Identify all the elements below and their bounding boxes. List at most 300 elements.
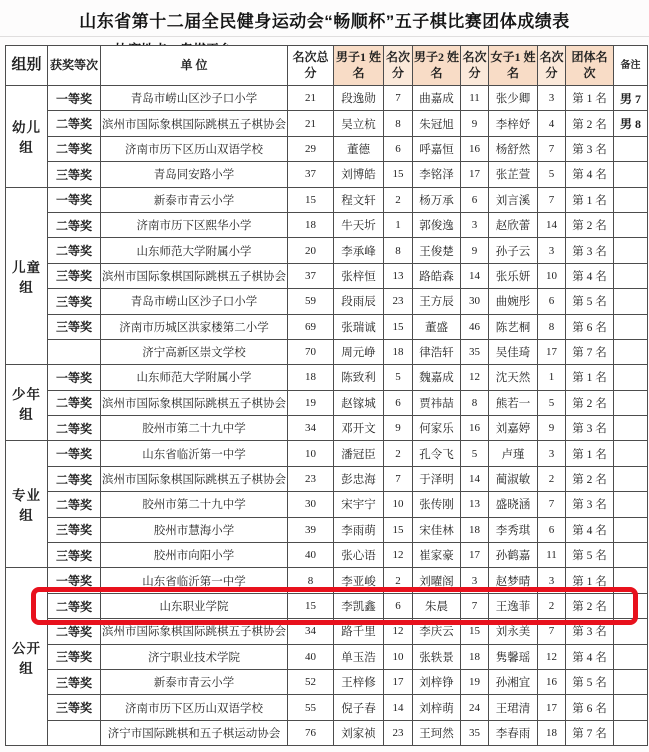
unit-cell: 新泰市青云小学 xyxy=(101,187,288,212)
results-table xyxy=(5,45,648,746)
award-cell: 三等奖 xyxy=(48,517,101,542)
male1-name-cell: 张瑞诚 xyxy=(334,314,384,339)
col-header-female1-name: 女子1 姓名 xyxy=(489,46,538,86)
male1-name-cell: 李亚峻 xyxy=(334,568,384,593)
male2-score-cell: 19 xyxy=(461,669,489,694)
female1-name-cell: 孙子云 xyxy=(489,238,538,263)
award-cell: 一等奖 xyxy=(48,365,101,390)
male2-score-cell: 13 xyxy=(461,492,489,517)
team-rank-cell: 第 4 名 xyxy=(566,517,614,542)
male2-score-cell: 11 xyxy=(461,86,489,111)
team-rank-cell: 第 4 名 xyxy=(566,162,614,187)
award-cell: 一等奖 xyxy=(48,187,101,212)
unit-cell: 济宁高新区崇文学校 xyxy=(101,339,288,364)
female1-score-cell: 8 xyxy=(538,314,566,339)
remark-cell: 男 8 xyxy=(614,111,648,136)
female1-score-cell: 5 xyxy=(538,390,566,415)
male2-name-cell: 刘曜阁 xyxy=(413,568,461,593)
male2-name-cell: 刘梓铮 xyxy=(413,669,461,694)
female1-score-cell: 6 xyxy=(538,289,566,314)
male1-score-cell: 6 xyxy=(384,136,413,161)
male2-score-cell: 30 xyxy=(461,289,489,314)
female1-name-cell: 孙湘宜 xyxy=(489,669,538,694)
female1-score-cell: 4 xyxy=(538,111,566,136)
male2-name-cell: 于泽明 xyxy=(413,466,461,491)
male2-score-cell: 35 xyxy=(461,339,489,364)
remark-cell xyxy=(614,289,648,314)
total-score-cell: 19 xyxy=(288,390,334,415)
award-cell: 二等奖 xyxy=(48,466,101,491)
team-rank-cell: 第 7 名 xyxy=(566,720,614,745)
male2-score-cell: 17 xyxy=(461,543,489,568)
col-header-team-rank: 团体名次 xyxy=(566,46,614,86)
female1-name-cell: 张乐妍 xyxy=(489,263,538,288)
table-row xyxy=(6,339,648,364)
female1-score-cell: 11 xyxy=(538,543,566,568)
team-rank-cell: 第 3 名 xyxy=(566,238,614,263)
male1-score-cell: 6 xyxy=(384,390,413,415)
table-row xyxy=(6,86,648,111)
unit-cell: 滨州市国际象棋国际跳棋五子棋协会 xyxy=(101,390,288,415)
remark-cell xyxy=(614,162,648,187)
male1-name-cell: 牛天圻 xyxy=(334,212,384,237)
male2-name-cell: 张传刚 xyxy=(413,492,461,517)
col-header-remark: 备注 xyxy=(614,46,648,86)
female1-name-cell: 盛晓涵 xyxy=(489,492,538,517)
male1-score-cell: 13 xyxy=(384,263,413,288)
col-header-rank-score-2: 名次分 xyxy=(461,46,489,86)
male1-name-cell: 潘冠臣 xyxy=(334,441,384,466)
total-score-cell: 40 xyxy=(288,543,334,568)
award-cell: 二等奖 xyxy=(48,416,101,441)
male2-score-cell: 46 xyxy=(461,314,489,339)
male1-score-cell: 15 xyxy=(384,314,413,339)
remark-cell xyxy=(614,695,648,720)
col-header-rank-score-3: 名次分 xyxy=(538,46,566,86)
female1-name-cell: 吴佳琦 xyxy=(489,339,538,364)
female1-score-cell: 2 xyxy=(538,466,566,491)
team-rank-cell: 第 6 名 xyxy=(566,695,614,720)
female1-score-cell: 3 xyxy=(538,441,566,466)
male1-name-cell: 单玉浩 xyxy=(334,644,384,669)
female1-score-cell: 3 xyxy=(538,568,566,593)
team-rank-cell: 第 3 名 xyxy=(566,492,614,517)
team-rank-cell: 第 1 名 xyxy=(566,365,614,390)
male2-name-cell: 宋佳林 xyxy=(413,517,461,542)
unit-cell: 山东省临沂第一中学 xyxy=(101,568,288,593)
unit-cell: 济宁职业技术学院 xyxy=(101,644,288,669)
male2-name-cell: 董盛 xyxy=(413,314,461,339)
male2-score-cell: 35 xyxy=(461,720,489,745)
header-row xyxy=(6,46,648,86)
male2-name-cell: 律浩轩 xyxy=(413,339,461,364)
female1-score-cell: 12 xyxy=(538,644,566,669)
male2-name-cell: 崔家豪 xyxy=(413,543,461,568)
male2-score-cell: 24 xyxy=(461,695,489,720)
female1-score-cell: 7 xyxy=(538,136,566,161)
award-cell: 三等奖 xyxy=(48,695,101,720)
remark-cell xyxy=(614,720,648,745)
male2-score-cell: 3 xyxy=(461,568,489,593)
unit-cell: 济南市历城区洪家楼第二小学 xyxy=(101,314,288,339)
remark-cell xyxy=(614,314,648,339)
award-cell: 三等奖 xyxy=(48,669,101,694)
male1-name-cell: 吴立杭 xyxy=(334,111,384,136)
female1-name-cell: 陈艺桐 xyxy=(489,314,538,339)
team-rank-cell: 第 2 名 xyxy=(566,111,614,136)
total-score-cell: 69 xyxy=(288,314,334,339)
male1-name-cell: 王梓修 xyxy=(334,669,384,694)
total-score-cell: 15 xyxy=(288,187,334,212)
team-rank-cell: 第 5 名 xyxy=(566,289,614,314)
remark-cell xyxy=(614,593,648,618)
female1-score-cell: 9 xyxy=(538,416,566,441)
remark-cell xyxy=(614,212,648,237)
unit-cell: 济南市历下区历山双语学校 xyxy=(101,136,288,161)
male1-name-cell: 李承峰 xyxy=(334,238,384,263)
remark-cell xyxy=(614,619,648,644)
female1-name-cell: 蔺淑敏 xyxy=(489,466,538,491)
unit-cell: 滨州市国际象棋国际跳棋五子棋协会 xyxy=(101,263,288,288)
male1-score-cell: 7 xyxy=(384,466,413,491)
total-score-cell: 10 xyxy=(288,441,334,466)
female1-name-cell: 赵梦晴 xyxy=(489,568,538,593)
award-cell: 二等奖 xyxy=(48,212,101,237)
team-rank-cell: 第 6 名 xyxy=(566,314,614,339)
table-row xyxy=(6,492,648,517)
male2-name-cell: 王俊楚 xyxy=(413,238,461,263)
table-row xyxy=(6,136,648,161)
male2-score-cell: 18 xyxy=(461,644,489,669)
female1-name-cell: 隽馨瑶 xyxy=(489,644,538,669)
unit-cell: 济宁市国际跳棋和五子棋运动协会 xyxy=(101,720,288,745)
male1-name-cell: 赵镓城 xyxy=(334,390,384,415)
group-label: 专业组 xyxy=(6,441,48,568)
unit-cell: 青岛市崂山区沙子口小学 xyxy=(101,289,288,314)
unit-cell: 胶州市第二十九中学 xyxy=(101,416,288,441)
male1-name-cell: 段逸勋 xyxy=(334,86,384,111)
male2-name-cell: 王珂然 xyxy=(413,720,461,745)
total-score-cell: 34 xyxy=(288,416,334,441)
male1-score-cell: 10 xyxy=(384,492,413,517)
award-cell: 一等奖 xyxy=(48,86,101,111)
col-header-rank-score-1: 名次分 xyxy=(384,46,413,86)
award-cell xyxy=(48,720,101,745)
award-cell: 二等奖 xyxy=(48,136,101,161)
total-score-cell: 37 xyxy=(288,263,334,288)
award-cell: 一等奖 xyxy=(48,441,101,466)
male1-score-cell: 6 xyxy=(384,593,413,618)
unit-cell: 胶州市慧海小学 xyxy=(101,517,288,542)
remark-cell xyxy=(614,568,648,593)
total-score-cell: 76 xyxy=(288,720,334,745)
male2-name-cell: 刘梓萌 xyxy=(413,695,461,720)
male1-name-cell: 陈致利 xyxy=(334,365,384,390)
team-rank-cell: 第 4 名 xyxy=(566,644,614,669)
remark-cell: 男 7 xyxy=(614,86,648,111)
table-row xyxy=(6,441,648,466)
male2-name-cell: 贾祎喆 xyxy=(413,390,461,415)
team-rank-cell: 第 2 名 xyxy=(566,466,614,491)
total-score-cell: 21 xyxy=(288,86,334,111)
male1-score-cell: 8 xyxy=(384,238,413,263)
female1-name-cell: 曲婉彤 xyxy=(489,289,538,314)
male2-name-cell: 张轶景 xyxy=(413,644,461,669)
table-row xyxy=(6,212,648,237)
remark-cell xyxy=(614,492,648,517)
male1-score-cell: 23 xyxy=(384,289,413,314)
team-rank-cell: 第 7 名 xyxy=(566,339,614,364)
female1-score-cell: 5 xyxy=(538,162,566,187)
team-rank-cell: 第 3 名 xyxy=(566,619,614,644)
remark-cell xyxy=(614,416,648,441)
table-row xyxy=(6,543,648,568)
remark-cell xyxy=(614,441,648,466)
award-cell: 二等奖 xyxy=(48,238,101,263)
remark-cell xyxy=(614,339,648,364)
female1-name-cell: 李春雨 xyxy=(489,720,538,745)
male1-name-cell: 倪子春 xyxy=(334,695,384,720)
team-rank-cell: 第 2 名 xyxy=(566,593,614,618)
table-row xyxy=(6,720,648,745)
total-score-cell: 55 xyxy=(288,695,334,720)
table-row xyxy=(6,517,648,542)
male1-name-cell: 刘博皓 xyxy=(334,162,384,187)
total-score-cell: 18 xyxy=(288,212,334,237)
male1-score-cell: 2 xyxy=(384,441,413,466)
team-rank-cell: 第 1 名 xyxy=(566,187,614,212)
male1-score-cell: 8 xyxy=(384,111,413,136)
table-row xyxy=(6,289,648,314)
table-row xyxy=(6,466,648,491)
male2-score-cell: 15 xyxy=(461,619,489,644)
total-score-cell: 15 xyxy=(288,593,334,618)
male1-score-cell: 7 xyxy=(384,86,413,111)
remark-cell xyxy=(614,669,648,694)
male1-score-cell: 2 xyxy=(384,568,413,593)
male1-name-cell: 李雨萌 xyxy=(334,517,384,542)
col-header-unit: 单 位 xyxy=(101,46,288,86)
group-label: 少年组 xyxy=(6,365,48,441)
male2-score-cell: 18 xyxy=(461,517,489,542)
team-rank-cell: 第 5 名 xyxy=(566,669,614,694)
remark-cell xyxy=(614,365,648,390)
male1-name-cell: 邓开文 xyxy=(334,416,384,441)
total-score-cell: 52 xyxy=(288,669,334,694)
male2-score-cell: 16 xyxy=(461,416,489,441)
team-rank-cell: 第 4 名 xyxy=(566,263,614,288)
table-row xyxy=(6,365,648,390)
female1-name-cell: 熊若一 xyxy=(489,390,538,415)
col-header-male1-name: 男子1 姓名 xyxy=(334,46,384,86)
col-header-total-score: 名次总分 xyxy=(288,46,334,86)
male2-name-cell: 魏嘉成 xyxy=(413,365,461,390)
remark-cell xyxy=(614,644,648,669)
total-score-cell: 59 xyxy=(288,289,334,314)
unit-cell: 青岛同安路小学 xyxy=(101,162,288,187)
group-label: 幼儿组 xyxy=(6,86,48,188)
unit-cell: 山东师范大学附属小学 xyxy=(101,365,288,390)
male1-score-cell: 10 xyxy=(384,644,413,669)
team-rank-cell: 第 3 名 xyxy=(566,416,614,441)
male1-name-cell: 李凯鑫 xyxy=(334,593,384,618)
total-score-cell: 39 xyxy=(288,517,334,542)
male1-score-cell: 12 xyxy=(384,543,413,568)
table-row xyxy=(6,314,648,339)
male2-score-cell: 14 xyxy=(461,263,489,288)
table-row xyxy=(6,390,648,415)
female1-name-cell: 卢瑾 xyxy=(489,441,538,466)
unit-cell: 胶州市向阳小学 xyxy=(101,543,288,568)
total-score-cell: 37 xyxy=(288,162,334,187)
remark-cell xyxy=(614,466,648,491)
male2-name-cell: 朱晨 xyxy=(413,593,461,618)
award-cell xyxy=(48,339,101,364)
male1-name-cell: 段雨辰 xyxy=(334,289,384,314)
table-row xyxy=(6,187,648,212)
female1-name-cell: 刘永美 xyxy=(489,619,538,644)
female1-score-cell: 17 xyxy=(538,339,566,364)
male1-score-cell: 23 xyxy=(384,720,413,745)
female1-score-cell: 3 xyxy=(538,86,566,111)
total-score-cell: 23 xyxy=(288,466,334,491)
page-title: 山东省第十二届全民健身运动会“畅顺杯”五子棋比赛团体成绩表 xyxy=(0,0,649,37)
female1-name-cell: 王逸菲 xyxy=(489,593,538,618)
remark-cell xyxy=(614,136,648,161)
remark-cell xyxy=(614,543,648,568)
male1-score-cell: 12 xyxy=(384,619,413,644)
female1-score-cell: 7 xyxy=(538,619,566,644)
table-row xyxy=(6,593,648,618)
table-row xyxy=(6,238,648,263)
male2-score-cell: 9 xyxy=(461,111,489,136)
team-rank-cell: 第 5 名 xyxy=(566,543,614,568)
award-cell: 二等奖 xyxy=(48,111,101,136)
col-header-award: 获奖等次 xyxy=(48,46,101,86)
male2-name-cell: 曲嘉成 xyxy=(413,86,461,111)
male1-name-cell: 张梓恒 xyxy=(334,263,384,288)
unit-cell: 滨州市国际象棋国际跳棋五子棋协会 xyxy=(101,466,288,491)
female1-name-cell: 李梓妤 xyxy=(489,111,538,136)
male1-score-cell: 15 xyxy=(384,162,413,187)
male1-name-cell: 宋宇宁 xyxy=(334,492,384,517)
table-row xyxy=(6,263,648,288)
award-cell: 三等奖 xyxy=(48,644,101,669)
male2-score-cell: 9 xyxy=(461,238,489,263)
female1-name-cell: 赵欣蕾 xyxy=(489,212,538,237)
total-score-cell: 70 xyxy=(288,339,334,364)
male1-name-cell: 张心语 xyxy=(334,543,384,568)
female1-score-cell: 2 xyxy=(538,593,566,618)
female1-score-cell: 1 xyxy=(538,365,566,390)
male1-score-cell: 17 xyxy=(384,669,413,694)
table-row xyxy=(6,619,648,644)
award-cell: 三等奖 xyxy=(48,543,101,568)
remark-cell xyxy=(614,517,648,542)
female1-score-cell: 14 xyxy=(538,212,566,237)
award-cell: 二等奖 xyxy=(48,619,101,644)
team-rank-cell: 第 1 名 xyxy=(566,86,614,111)
female1-name-cell: 沈天然 xyxy=(489,365,538,390)
male2-score-cell: 8 xyxy=(461,390,489,415)
table-row xyxy=(6,111,648,136)
group-label: 公开组 xyxy=(6,568,48,746)
unit-cell: 青岛市崂山区沙子口小学 xyxy=(101,86,288,111)
award-cell: 二等奖 xyxy=(48,593,101,618)
award-cell: 三等奖 xyxy=(48,289,101,314)
team-rank-cell: 第 1 名 xyxy=(566,568,614,593)
female1-score-cell: 7 xyxy=(538,492,566,517)
total-score-cell: 40 xyxy=(288,644,334,669)
unit-cell: 滨州市国际象棋国际跳棋五子棋协会 xyxy=(101,111,288,136)
female1-score-cell: 3 xyxy=(538,238,566,263)
total-score-cell: 18 xyxy=(288,365,334,390)
female1-name-cell: 孙鹤嘉 xyxy=(489,543,538,568)
male1-score-cell: 18 xyxy=(384,339,413,364)
team-rank-cell: 第 2 名 xyxy=(566,390,614,415)
male2-name-cell: 李铭泽 xyxy=(413,162,461,187)
male1-score-cell: 14 xyxy=(384,695,413,720)
table-row xyxy=(6,644,648,669)
male2-score-cell: 6 xyxy=(461,187,489,212)
remark-cell xyxy=(614,187,648,212)
award-cell: 三等奖 xyxy=(48,314,101,339)
table-row xyxy=(6,568,648,593)
male2-score-cell: 3 xyxy=(461,212,489,237)
unit-cell: 济南市历下区历山双语学校 xyxy=(101,695,288,720)
group-label: 儿童组 xyxy=(6,187,48,365)
male2-name-cell: 呼嘉恒 xyxy=(413,136,461,161)
table-row xyxy=(6,669,648,694)
male2-name-cell: 何家乐 xyxy=(413,416,461,441)
female1-score-cell: 6 xyxy=(538,517,566,542)
male2-name-cell: 孔令飞 xyxy=(413,441,461,466)
team-rank-cell: 第 3 名 xyxy=(566,136,614,161)
female1-name-cell: 刘言溪 xyxy=(489,187,538,212)
female1-score-cell: 18 xyxy=(538,720,566,745)
unit-cell: 胶州市第二十九中学 xyxy=(101,492,288,517)
male2-name-cell: 王方辰 xyxy=(413,289,461,314)
male2-score-cell: 12 xyxy=(461,365,489,390)
male2-score-cell: 7 xyxy=(461,593,489,618)
team-rank-cell: 第 2 名 xyxy=(566,212,614,237)
unit-cell: 济南市历下区熙华小学 xyxy=(101,212,288,237)
col-header-male2-name: 男子2 姓名 xyxy=(413,46,461,86)
male2-name-cell: 郭俊逸 xyxy=(413,212,461,237)
female1-score-cell: 16 xyxy=(538,669,566,694)
male1-name-cell: 董德 xyxy=(334,136,384,161)
total-score-cell: 34 xyxy=(288,619,334,644)
table-row xyxy=(6,162,648,187)
male2-score-cell: 5 xyxy=(461,441,489,466)
award-cell: 二等奖 xyxy=(48,390,101,415)
male2-name-cell: 杨万承 xyxy=(413,187,461,212)
col-header-group: 组别 xyxy=(6,46,48,86)
male2-name-cell: 朱冠旭 xyxy=(413,111,461,136)
male1-score-cell: 15 xyxy=(384,517,413,542)
total-score-cell: 8 xyxy=(288,568,334,593)
male2-name-cell: 李庆云 xyxy=(413,619,461,644)
male2-score-cell: 16 xyxy=(461,136,489,161)
table-row xyxy=(6,416,648,441)
award-cell: 二等奖 xyxy=(48,492,101,517)
male1-score-cell: 1 xyxy=(384,212,413,237)
unit-cell: 滨州市国际象棋国际跳棋五子棋协会 xyxy=(101,619,288,644)
male1-name-cell: 周元峥 xyxy=(334,339,384,364)
award-cell: 三等奖 xyxy=(48,162,101,187)
female1-name-cell: 张芷萱 xyxy=(489,162,538,187)
total-score-cell: 30 xyxy=(288,492,334,517)
